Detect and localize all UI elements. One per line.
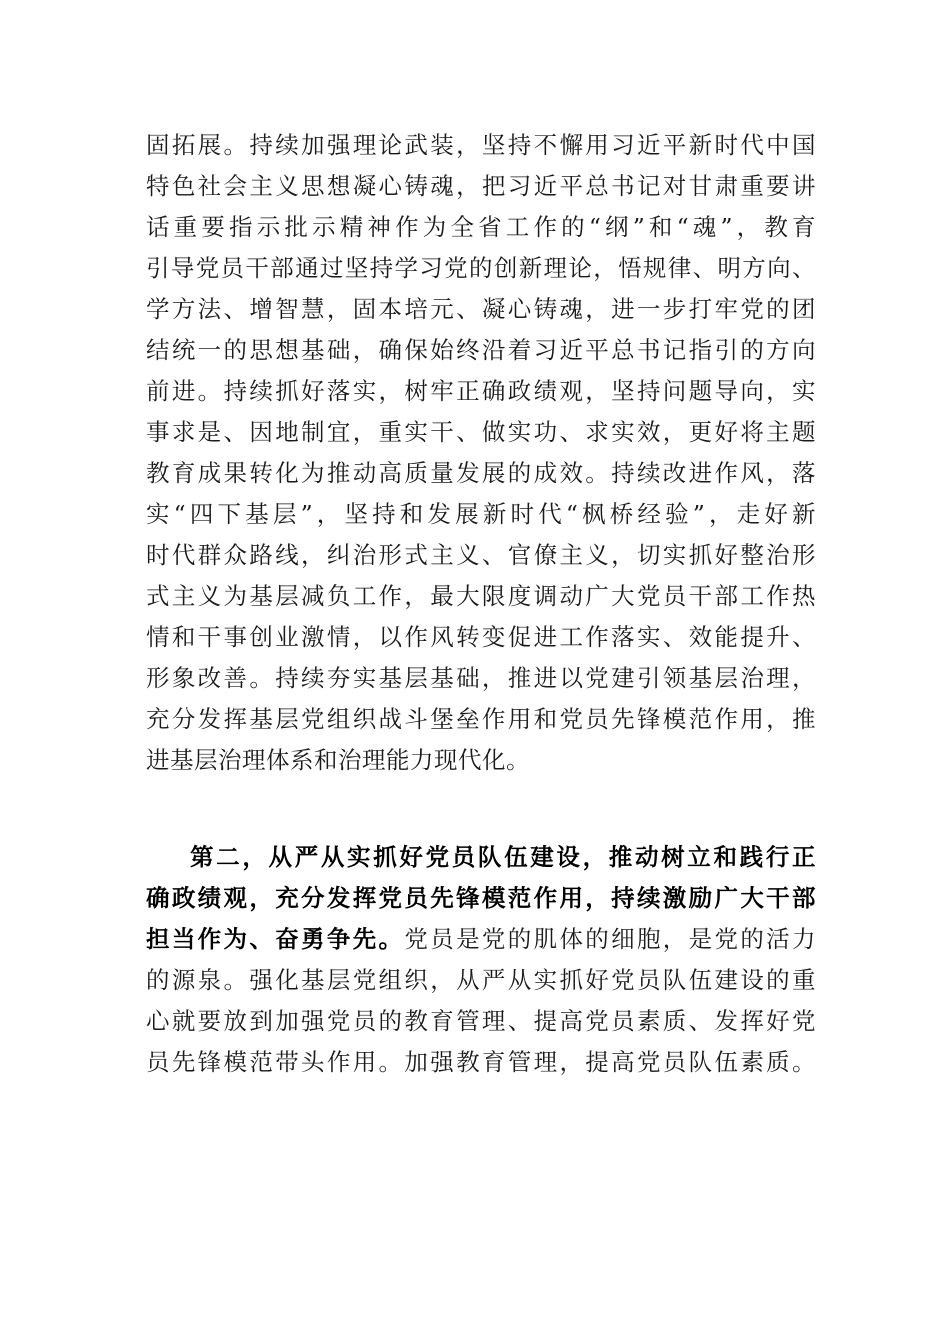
paragraph-line: 充分发挥基层党组织战斗堡垒作用和党员先锋模范作用，推 bbox=[146, 705, 816, 733]
paragraph-line: 前进。持续抓好落实，树牢正确政绩观，坚持问题导向，实 bbox=[146, 377, 816, 405]
paragraph-line: 时代群众路线，纠治形式主义、官僚主义，切实抓好整治形 bbox=[146, 541, 816, 569]
paragraph-line: 引导党员干部通过坚持学习党的创新理论，悟规律、明方向、 bbox=[146, 254, 816, 282]
paragraph-line: 特色社会主义思想凝心铸魂，把习近平总书记对甘肃重要讲 bbox=[146, 172, 816, 200]
paragraph-line: 的源泉。强化基层党组织，从严从实抓好党员队伍建设的重 bbox=[146, 966, 816, 994]
paragraph-line: 结统一的思想基础，确保始终沿着习近平总书记指引的方向 bbox=[146, 336, 816, 364]
paragraph-line: 员先锋模范带头作用。加强教育管理，提高党员队伍素质。 bbox=[146, 1048, 816, 1076]
paragraph-line: 学方法、增智慧，固本培元、凝心铸魂，进一步打牢党的团 bbox=[146, 295, 816, 323]
paragraph-line: 固拓展。持续加强理论武装，坚持不懈用习近平新时代中国 bbox=[146, 131, 816, 159]
paragraph-line: 进基层治理体系和治理能力现代化。 bbox=[146, 746, 530, 774]
paragraph-line: 教育成果转化为推动高质量发展的成效。持续改进作风，落 bbox=[146, 459, 816, 487]
paragraph-line: 实“四下基层”，坚持和发展新时代“枫桥经验”，走好新 bbox=[146, 500, 816, 528]
paragraph-line: 情和干事创业激情，以作风转变促进工作落实、效能提升、 bbox=[146, 623, 816, 651]
paragraph-heading-line: 第二，从严从实抓好党员队伍建设，推动树立和践行正 bbox=[190, 843, 816, 871]
paragraph-line: 话重要指示批示精神作为全省工作的“纲”和“魂”，教育 bbox=[146, 213, 816, 241]
paragraph-mixed-line bbox=[146, 919, 816, 959]
paragraph-line: 心就要放到加强党员的教育管理、提高党员素质、发挥好党 bbox=[146, 1007, 816, 1035]
paragraph-heading-text: 担当作为、奋勇争先。 bbox=[146, 925, 405, 953]
paragraph-line: 形象改善。持续夯实基层基础，推进以党建引领基层治理， bbox=[146, 664, 816, 692]
paragraph-line: 事求是、因地制宜，重实干、做实功、求实效，更好将主题 bbox=[146, 418, 816, 446]
paragraph-heading-line: 确政绩观，充分发挥党员先锋模范作用，持续激励广大干部 bbox=[146, 884, 816, 912]
paragraph-body-text: 党员是党的肌体的细胞，是党的活力 bbox=[404, 925, 817, 953]
paragraph-line: 式主义为基层减负工作，最大限度调动广大党员干部工作热 bbox=[146, 582, 816, 610]
